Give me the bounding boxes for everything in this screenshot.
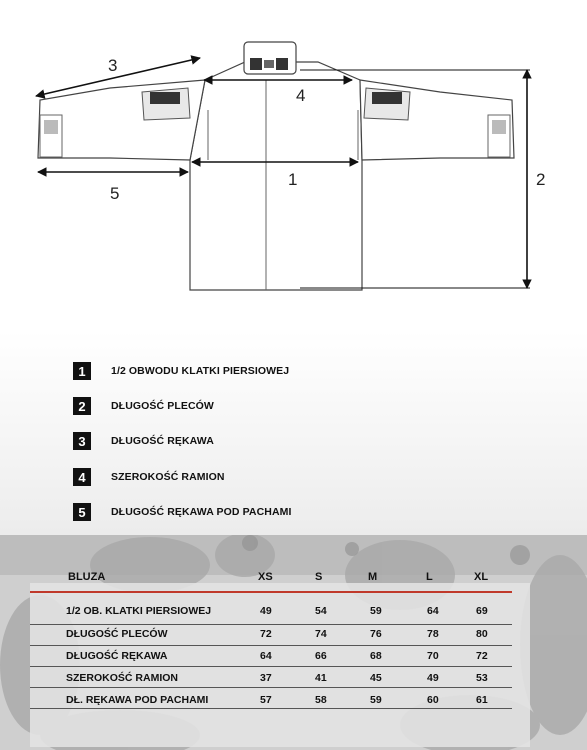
size-table-section — [0, 535, 587, 750]
cell-value: 59 — [370, 694, 382, 706]
row-label: DŁUGOŚĆ RĘKAWA — [66, 650, 168, 662]
legend-number-badge: 3 — [73, 432, 91, 450]
table-title: BLUZA — [68, 571, 106, 583]
cell-value: 72 — [476, 650, 488, 662]
cell-value: 61 — [476, 694, 488, 706]
cell-value: 49 — [427, 672, 439, 684]
legend-item — [73, 501, 292, 523]
table-header-divider — [30, 591, 512, 593]
cell-value: 80 — [476, 628, 488, 640]
legend-label: SZEROKOŚĆ RAMION — [111, 471, 225, 483]
legend-number-badge: 2 — [73, 397, 91, 415]
cell-value: 58 — [315, 694, 327, 706]
shirt-measurement-diagram — [0, 0, 587, 330]
measurement-label-3: 3 — [108, 56, 118, 75]
cell-value: 41 — [315, 672, 327, 684]
legend-item — [73, 360, 289, 382]
legend-number-badge: 1 — [73, 362, 91, 380]
measurement-label-2: 2 — [536, 170, 546, 189]
cell-value: 64 — [427, 605, 439, 617]
cell-value: 76 — [370, 628, 382, 640]
cell-value: 69 — [476, 605, 488, 617]
row-divider — [30, 645, 512, 646]
row-divider — [30, 687, 512, 688]
cell-value: 78 — [427, 628, 439, 640]
legend-number-badge: 5 — [73, 503, 91, 521]
size-header-s: S — [315, 571, 323, 583]
cell-value: 60 — [427, 694, 439, 706]
row-label: DŁUGOŚĆ PLECÓW — [66, 628, 168, 640]
size-header-l: L — [426, 571, 433, 583]
cell-value: 74 — [315, 628, 327, 640]
row-label: 1/2 OB. KLATKI PIERSIOWEJ — [66, 605, 212, 617]
legend-label: DŁUGOŚĆ PLECÓW — [111, 400, 214, 412]
legend-label: 1/2 OBWODU KLATKI PIERSIOWEJ — [111, 365, 290, 377]
size-header-m: M — [368, 571, 378, 583]
measurement-label-5: 5 — [110, 184, 120, 203]
legend-item — [73, 466, 225, 488]
row-label: DŁ. RĘKAWA POD PACHAMI — [66, 694, 209, 706]
legend-item — [73, 395, 214, 417]
cell-value: 49 — [260, 605, 272, 617]
legend-item — [73, 430, 214, 452]
cell-value: 68 — [370, 650, 382, 662]
cell-value: 59 — [370, 605, 382, 617]
cell-value: 70 — [427, 650, 439, 662]
size-header-xl: XL — [474, 571, 489, 583]
soldiers-background-image — [0, 535, 587, 750]
cell-value: 54 — [315, 605, 327, 617]
size-header-xs: XS — [258, 571, 273, 583]
cell-value: 53 — [476, 672, 488, 684]
cell-value: 64 — [260, 650, 272, 662]
row-divider — [30, 708, 512, 709]
legend-label: DŁUGOŚĆ RĘKAWA — [111, 435, 214, 447]
cell-value: 57 — [260, 694, 272, 706]
cell-value: 72 — [260, 628, 272, 640]
legend-number-badge: 4 — [73, 468, 91, 486]
cell-value: 66 — [315, 650, 327, 662]
row-label: SZEROKOŚĆ RAMION — [66, 672, 179, 684]
measurement-label-4: 4 — [296, 86, 306, 105]
cell-value: 37 — [260, 672, 272, 684]
shirt-outline-illustration — [0, 0, 587, 330]
row-divider — [30, 666, 512, 667]
cell-value: 45 — [370, 672, 382, 684]
measurement-label-1: 1 — [288, 170, 298, 189]
legend-label: DŁUGOŚĆ RĘKAWA POD PACHAMI — [111, 506, 292, 518]
row-divider — [30, 624, 512, 625]
measurement-legend — [0, 330, 587, 535]
